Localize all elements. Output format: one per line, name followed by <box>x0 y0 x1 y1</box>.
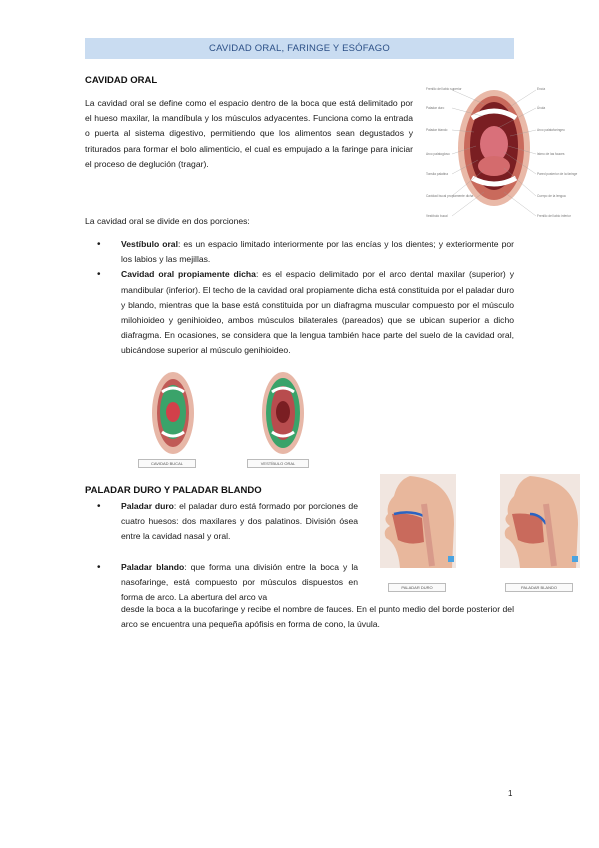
term-cavidad-propia: Cavidad oral propiamente dicha <box>121 269 256 280</box>
list-item-paladar-duro <box>121 499 358 545</box>
vestibulo-oral-figure <box>260 370 306 456</box>
desc-paladar-blando: : que forma una división entre la boca y la nasofaringe, está compuesto por músculos dispuestos en forma de arco. La abertura del arco va <box>121 561 359 603</box>
palate-list <box>121 499 358 605</box>
label-right-2: Arco palatofaríngeo <box>537 128 565 132</box>
caption-paladar-blando: PALADAR BLANDO <box>505 583 573 592</box>
label-left-0: Frenillo del labio superior <box>426 87 462 91</box>
label-left-6: Vestíbulo bucal <box>426 214 448 218</box>
desc-paladar-duro: : el paladar duro está formado por porciones de cuatro huesos: dos maxilares y dos palatinos. División ósea entre la cavidad nasal y oral. <box>121 501 358 542</box>
section-heading-paladar: PALADAR DURO Y PALADAR BLANDO <box>85 485 262 496</box>
document-title: CAVIDAD ORAL, FARINGE Y ESÓFAGO <box>209 43 390 54</box>
document-title-bar <box>85 38 514 59</box>
paladar-blando-figure <box>500 474 580 568</box>
list-item-paladar-blando <box>121 560 358 606</box>
page-number: 1 <box>508 789 513 798</box>
term-paladar-duro: Paladar duro <box>121 501 174 511</box>
label-right-3: Istmo de las fauces <box>537 152 565 156</box>
term-vestibulo-oral: Vestíbulo oral <box>121 239 178 249</box>
oral-cavity-portions-list <box>121 237 514 359</box>
caption-vestibulo-oral: VESTÍBULO ORAL <box>247 459 309 468</box>
caption-cavidad-bucal: CAVIDAD BUCAL <box>138 459 196 468</box>
cavidad-bucal-figure <box>150 370 196 456</box>
list-item-cavidad-propia <box>121 267 514 358</box>
label-right-4: Pared posterior de la faringe <box>537 172 578 176</box>
label-right-0: Encía <box>537 87 546 91</box>
intro-paragraph: La cavidad oral se define como el espacio dentro de la boca que está delimitado por el hueso maxilar, la mandíbula y los músculos adyacentes. Funciona como la entrada o puerta al sistema digestivo, permitiendo que los alimentos sean degustados y triturados para formar el bolo alimenticio, el cual es empujado a la faringe para iniciar el proceso de deglución (tragar). <box>85 98 413 169</box>
paladar-duro-figure <box>380 474 456 568</box>
label-right-1: Úvula <box>537 106 546 110</box>
label-left-2: Paladar blando <box>426 128 448 132</box>
desc-cavidad-propia: : es el espacio delimitado por el arco dental maxilar (superior) y mandibular (inferior). El techo de la cavidad oral propiamente dicha está constituida por el paladar duro y blando, mientras que la base está constituida por un diafragma muscular compuesto por el músculo milohioideo y genihioideo, ambos músculos bilaterales (pareados) que se ubican superior a dicho diafragma. En ocasiones, se considera que la lengua también hace parte del suelo de la cavidad oral, ubicándose superior al músculo genihioideo. <box>121 269 515 356</box>
label-left-4: Tonsila palatina <box>426 172 448 176</box>
caption-paladar-duro: PALADAR DURO <box>388 583 446 592</box>
section-heading-cavidad-oral: CAVIDAD ORAL <box>85 75 158 86</box>
label-right-5: Cuerpo de la lengua <box>537 194 566 198</box>
term-paladar-blando: Paladar blando <box>121 561 185 572</box>
divides-sentence: La cavidad oral se divide en dos porciones: <box>85 216 250 226</box>
label-left-3: Arco palatogloso <box>426 152 450 156</box>
label-left-1: Paladar duro <box>426 106 445 110</box>
paladar-continuation: desde la boca a la bucofaringe y recibe el nombre de fauces. En el punto medio del borde posterior del arco se encuentra una pequeña apófisis en forma de cono, la úvula. <box>121 604 514 630</box>
label-right-6: Frenillo del labio inferior <box>537 214 571 218</box>
list-item-vestibulo-oral <box>121 237 514 267</box>
oral-cavity-labeled-diagram <box>424 82 578 224</box>
desc-vestibulo-oral: : es un espacio limitado interiormente por las encías y los dientes; y exteriormente por los labios y las mejillas. <box>121 239 514 265</box>
label-left-5: Cavidad bucal propiamente dicha <box>426 194 474 198</box>
